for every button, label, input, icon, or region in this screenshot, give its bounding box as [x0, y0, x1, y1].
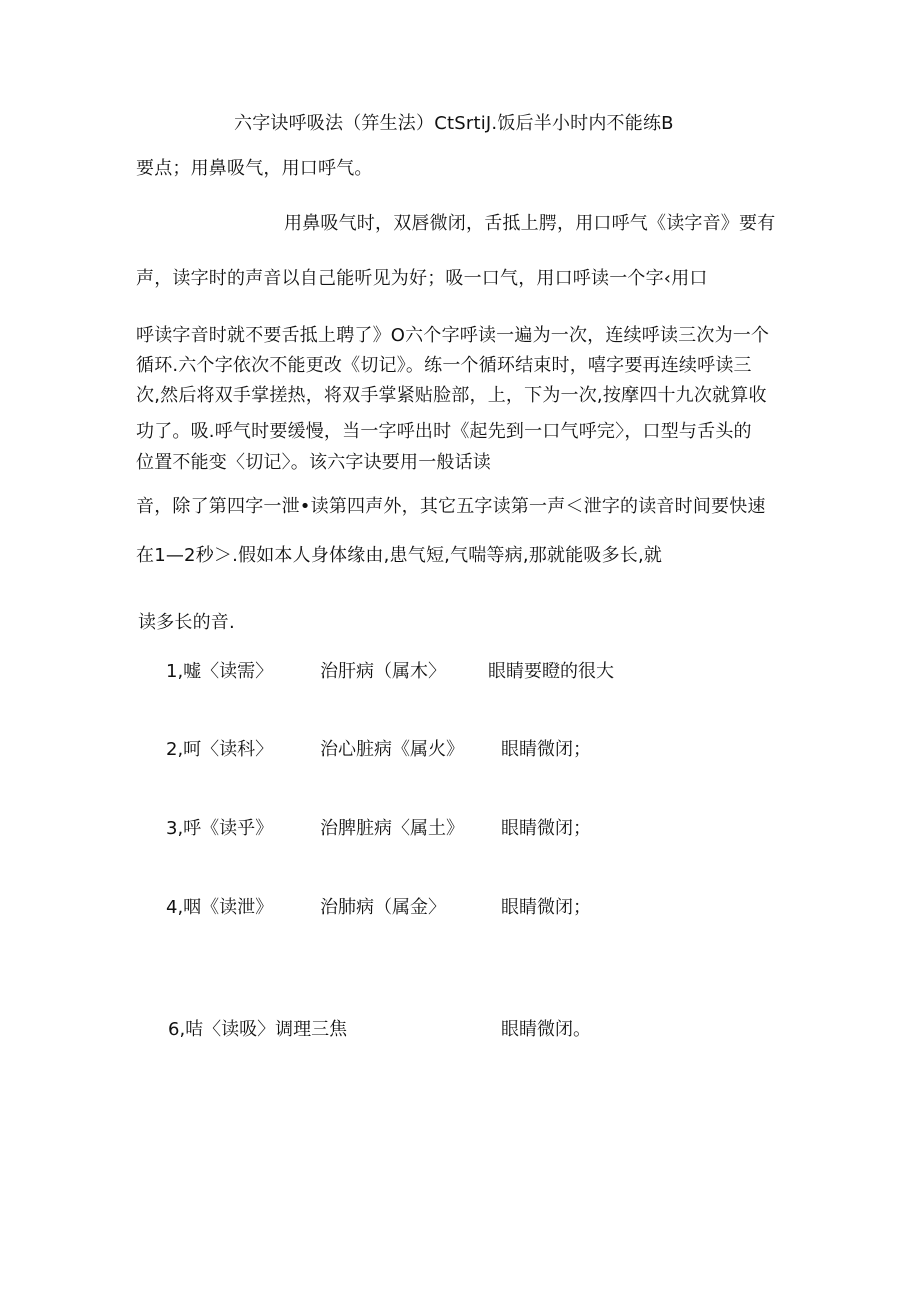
- paragraph-line: 在1—2秒＞.假如本人身体缘由,患气短,气喘等病,那就能吸多长,就: [136, 545, 663, 566]
- list-item: [0, 897, 920, 921]
- paragraph-line: 读多长的音.: [138, 612, 235, 633]
- item-treats: 治心脏病《属火》: [320, 739, 464, 760]
- paragraph-line: 循环.六个字依次不能更改《切记》。练一个循环结束时，嘻字要再连续呼读三: [136, 355, 752, 376]
- item-eyes: 眼睛微闭；: [501, 897, 591, 918]
- item-eyes: 眼睛微闭；: [501, 739, 591, 760]
- item-word: 2,呵〈读科〉: [166, 739, 274, 760]
- list-item: [0, 661, 920, 685]
- item-treats: 治肺病（属金〉: [320, 897, 446, 918]
- item-treats: 治肝病（属木〉: [320, 661, 446, 682]
- item-eyes: 眼睛要瞪的很大: [488, 661, 614, 682]
- item-word: 1,嘘〈读需〉: [166, 661, 274, 682]
- item-word: 4,咽《读泄》: [166, 897, 274, 918]
- paragraph-line: 音，除了第四字一泄•读第四声外，其它五字读第一声＜泄字的读音时间要快速: [136, 496, 766, 517]
- item-word: 3,呼《读乎》: [166, 818, 274, 839]
- paragraph-line: 声，读字时的声音以自己能听见为好；吸一口气，用口呼读一个字‹用口: [136, 268, 708, 289]
- list-item: [0, 1019, 920, 1043]
- paragraph-line: 功了。吸.呼气时要缓慢，当一字呼出时《起先到一口气呼完〉，口型与舌头的: [136, 421, 752, 442]
- item-eyes: 眼睛微闭。: [501, 1019, 591, 1040]
- item-eyes: 眼睛微闭；: [501, 818, 591, 839]
- list-item: [0, 818, 920, 842]
- item-word: 6,咭〈读吸〉调理三焦: [168, 1019, 348, 1040]
- paragraph-line: 呼读字音时就不要舌抵上聘了》O六个字呼读一遍为一次，连续呼读三次为一个: [136, 325, 770, 346]
- paragraph-line: 要点；用鼻吸气，用口呼气。: [136, 158, 373, 179]
- paragraph-line: 用鼻吸气时，双唇微闭，舌抵上腭，用口呼气《读字音》要有: [284, 213, 776, 234]
- document-title: 六字诀呼吸法（笄生法）CtSrtiJ.饭后半小时内不能练B: [234, 113, 674, 134]
- paragraph-line: 次,然后将双手掌搓热，将双手掌紧贴脸部，上，下为一次,按摩四十九次就算收: [136, 385, 767, 406]
- list-item: [0, 739, 920, 763]
- paragraph-line: 位置不能变〈切记〉。该六字诀要用一般话读: [136, 452, 491, 473]
- item-treats: 治脾脏病〈属土》: [320, 818, 464, 839]
